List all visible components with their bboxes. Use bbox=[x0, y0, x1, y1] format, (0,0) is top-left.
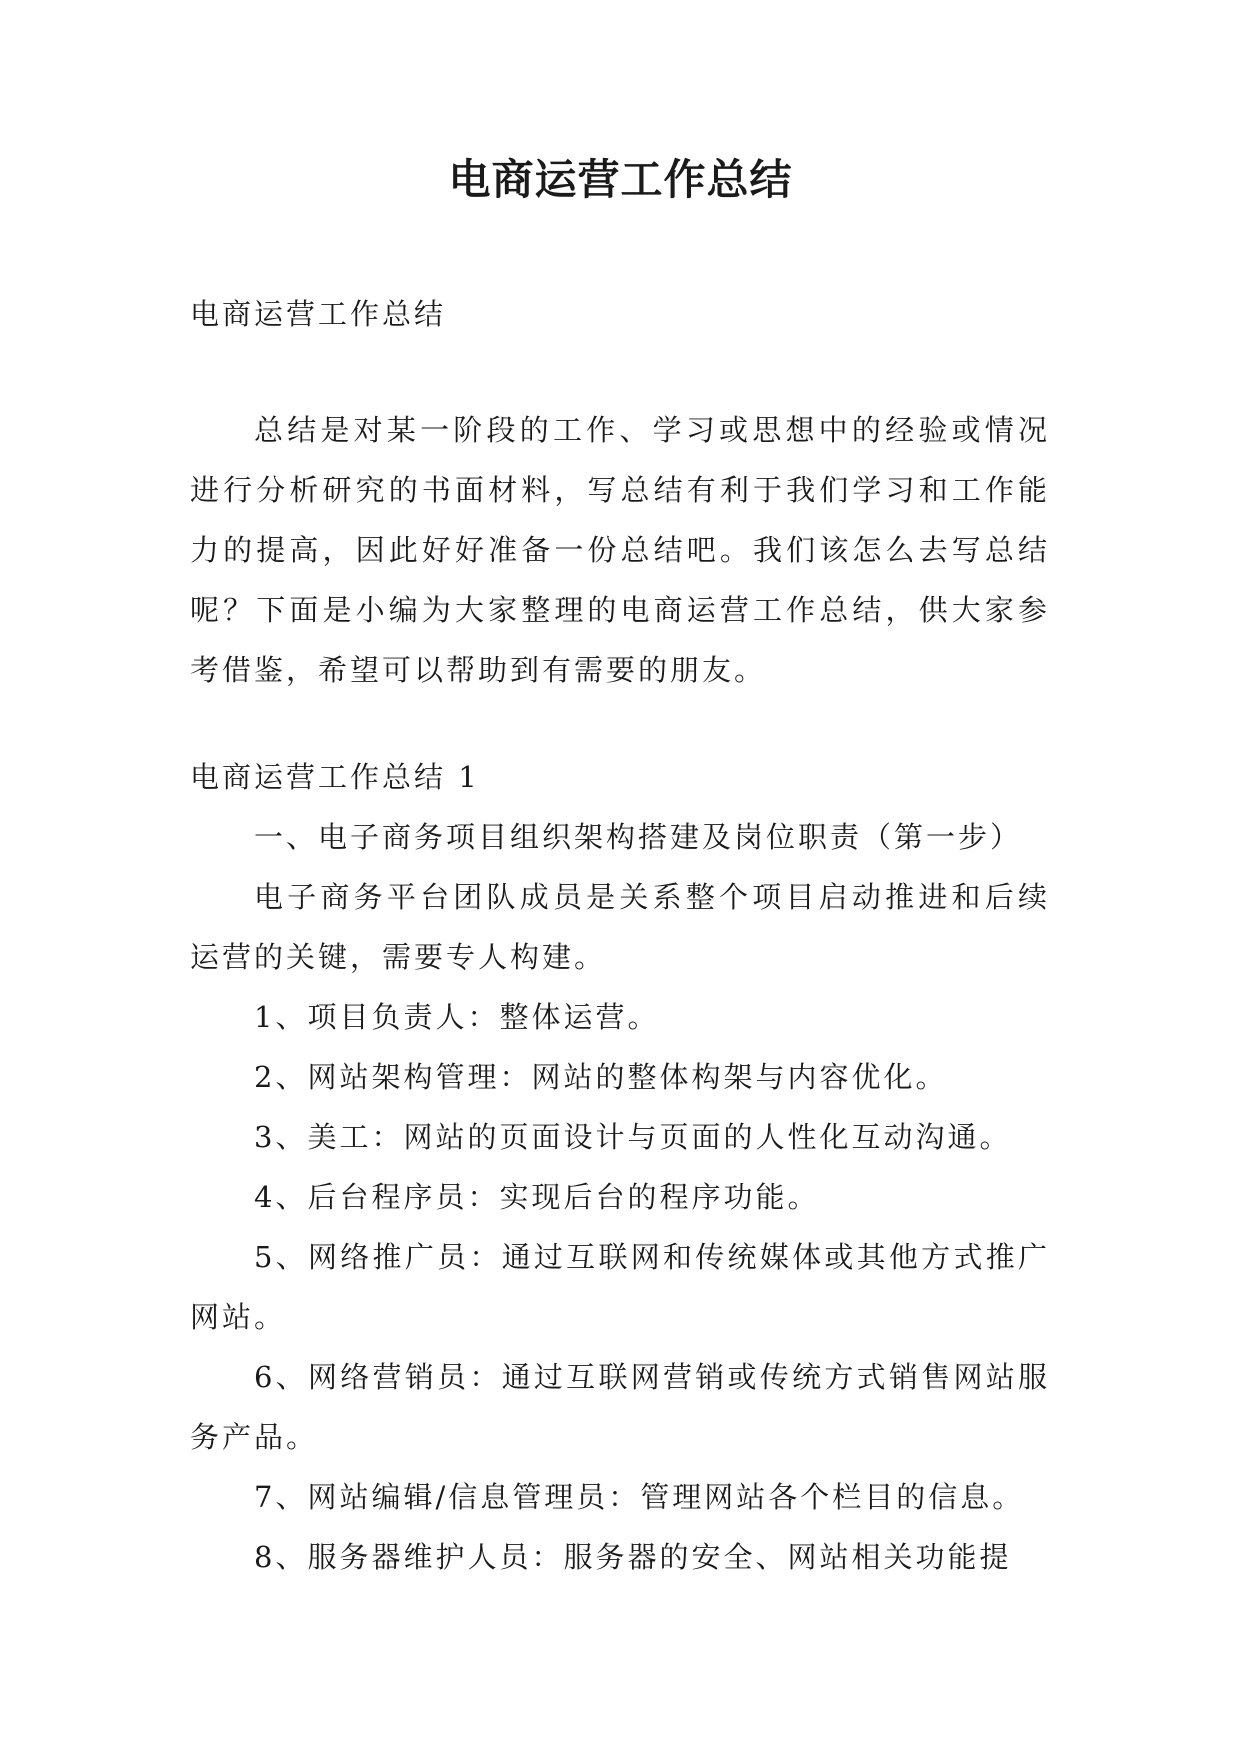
document-title: 电商运营工作总结 bbox=[448, 155, 793, 204]
list-item: 8、服务器维护人员：服务器的安全、网站相关功能提 bbox=[254, 1540, 1012, 1574]
list-item: 7、网站编辑/信息管理员：管理网站各个栏目的信息。 bbox=[254, 1480, 1025, 1514]
list-item: 1、项目负责人：整体运营。 bbox=[254, 1000, 660, 1034]
document-subtitle: 电商运营工作总结 bbox=[190, 297, 447, 331]
document-subtitle-block bbox=[190, 284, 1050, 344]
section-heading: 电商运营工作总结 1 bbox=[190, 760, 480, 794]
list-item: 3、美工：网站的页面设计与页面的人性化互动沟通。 bbox=[254, 1120, 1012, 1154]
list-item: 4、后台程序员：实现后台的程序功能。 bbox=[254, 1180, 820, 1214]
section-1 bbox=[190, 747, 1050, 1587]
intro-block bbox=[190, 400, 1050, 700]
section-paragraph: 电子商务平台团队成员是关系整个项目启动推进和后续运营的关键，需要专人构建。 bbox=[190, 880, 1050, 974]
step-heading: 一、电子商务项目组织架构搭建及岗位职责（第一步） bbox=[254, 820, 1023, 854]
list-item: 2、网站架构管理：网站的整体构架与内容优化。 bbox=[254, 1060, 948, 1094]
list-item: 6、网络营销员：通过互联网营销或传统方式销售网站服务产品。 bbox=[190, 1360, 1050, 1454]
intro-paragraph: 总结是对某一阶段的工作、学习或思想中的经验或情况进行分析研究的书面材料，写总结有利于我们学习和工作能力的提高，因此好好准备一份总结吧。我们该怎么去写总结呢？下面是小编为大家整理的电商运营工作总结，供大家参考借鉴，希望可以帮助到有需要的朋友。 bbox=[190, 413, 1050, 687]
list-item: 5、网络推广员：通过互联网和传统媒体或其他方式推广网站。 bbox=[190, 1240, 1050, 1334]
